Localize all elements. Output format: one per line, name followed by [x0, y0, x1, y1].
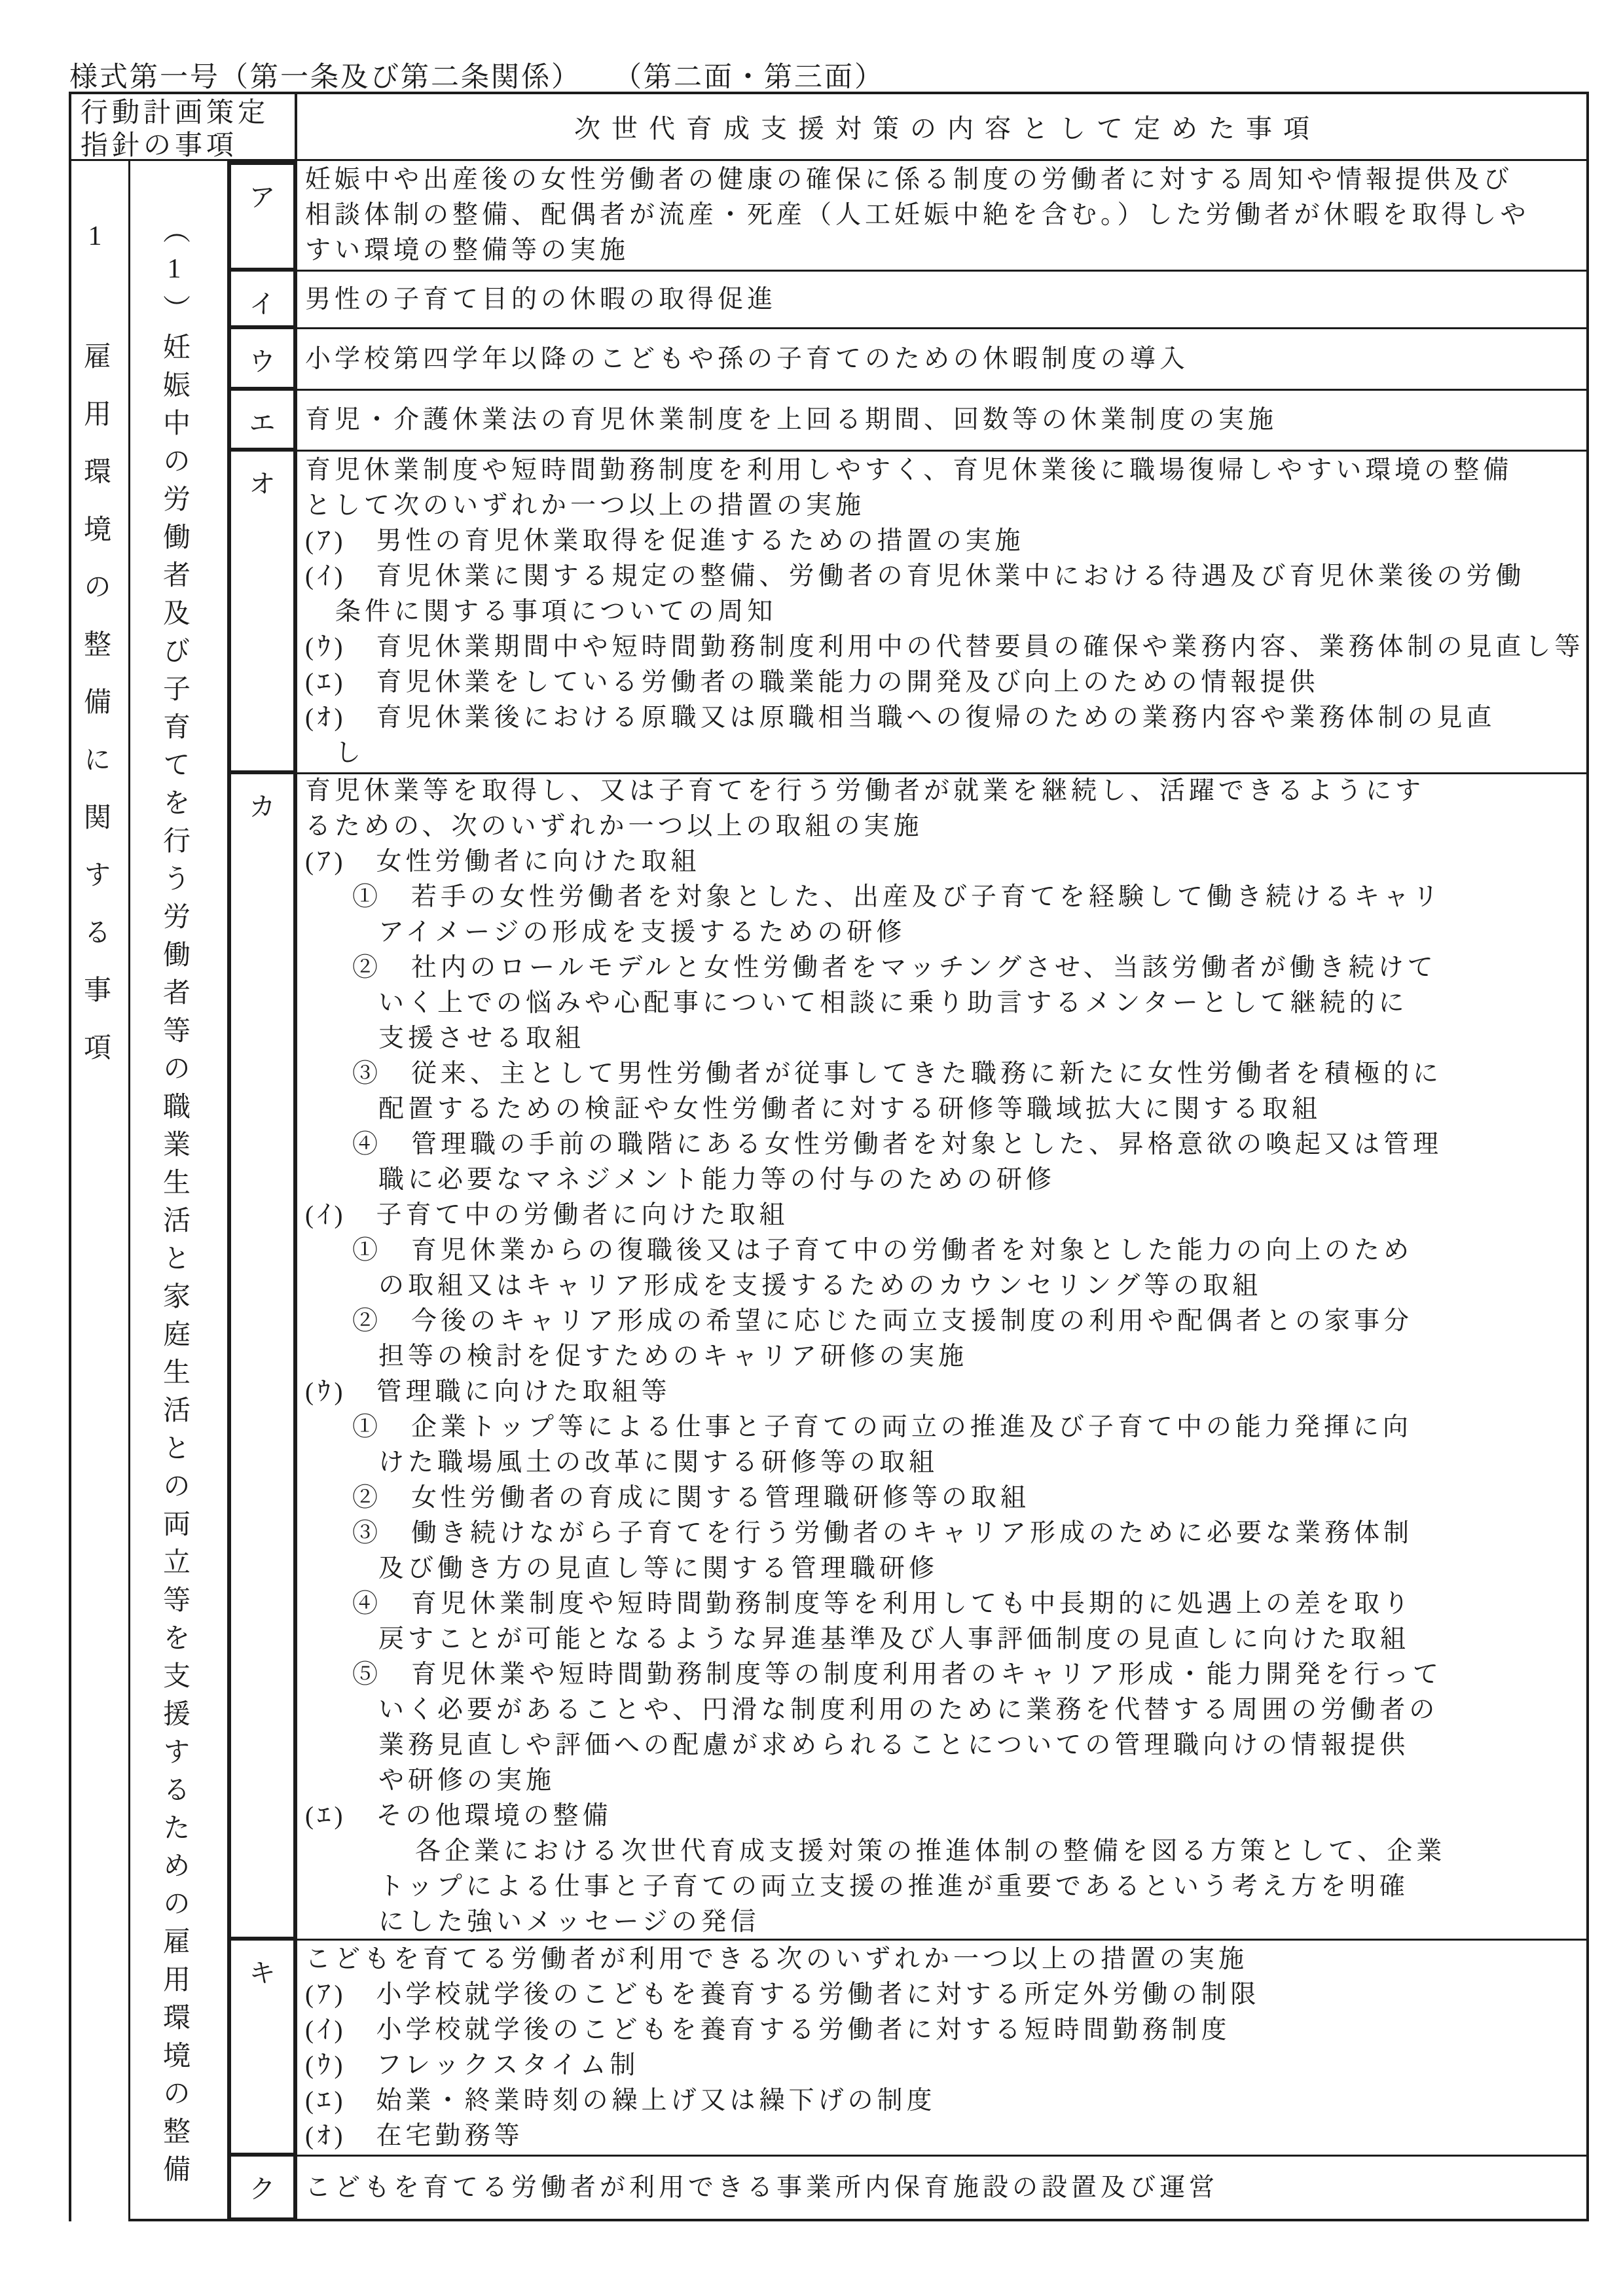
row-label-エ: エ [227, 391, 297, 452]
content-line: ③ 従来、主として男性労働者が従事してきた職務に新たに女性労働者を積極的に [352, 1059, 1443, 1088]
content-line: 及び働き方の見直し等に関する管理職研修 [378, 1554, 939, 1583]
header-guideline-line2: 指針の事項 [81, 131, 238, 161]
content-line: 条件に関する事項についての周知 [335, 598, 777, 626]
content-line: の取組又はキャリア形成を支援するためのカウンセリング等の取組 [378, 1271, 1262, 1300]
content-line: ① 若手の女性労働者を対象とした、出産及び子育てを経験して働き続けるキャリ [352, 882, 1443, 911]
content-line: (ｴ) 始業・終業時刻の繰上げ又は繰下げの制度 [305, 2086, 936, 2115]
content-line: 戻すことが可能となるような昇進基準及び人事評価制度の見直しに向けた取組 [378, 1624, 1410, 1653]
content-line: し [335, 739, 365, 767]
row-content-カ [297, 774, 1589, 1941]
header-guideline-line1: 行動計画策定 [81, 98, 270, 128]
content-line: るための、次のいずれか一つ以上の取組の実施 [305, 812, 923, 840]
content-line: ② 今後のキャリア形成の希望に応じた両立支援制度の利用や配偶者との家事分 [352, 1306, 1413, 1335]
content-line: (ｴ) その他環境の整備 [305, 1801, 612, 1830]
content-line: 支援させる取組 [378, 1024, 585, 1052]
table-header-row [71, 94, 1586, 161]
content-line: ① 育児休業からの復職後又は子育て中の労働者を対象とした能力の向上のため [352, 1236, 1413, 1265]
content-line: 育児休業制度や短時間勤務制度を利用しやすく、育児休業後に職場復帰しやすい環境の整備 [305, 456, 1513, 484]
content-line: 育児休業等を取得し、又は子育てを行う労働者が就業を継続し、活躍できるようにす [305, 776, 1425, 805]
content-line: ② 社内のロールモデルと女性労働者をマッチングさせ、当該労働者が働き続けて [352, 953, 1437, 982]
content-line: や研修の実施 [378, 1766, 556, 1795]
content-line: ① 企業トップ等による仕事と子育ての両立の推進及び子育て中の能力発揮に向 [352, 1412, 1412, 1441]
header-guideline-column [71, 94, 297, 159]
content-line: 担等の検討を促すためのキャリア研修の実施 [378, 1342, 968, 1371]
content-line: (ｳ) 育児休業期間中や短時間勤務制度利用中の代替要員の確保や業務内容、業務体制の見直し等 [305, 633, 1584, 661]
content-line: (ｱ) 男性の育児休業取得を促進するための措置の実施 [305, 527, 1025, 555]
row-content-オ [297, 452, 1589, 774]
content-line: ② 女性労働者の育成に関する管理職研修等の取組 [352, 1483, 1030, 1512]
content-line: 職に必要なマネジメント能力等の付与のための研修 [378, 1165, 1055, 1194]
row-content-ア [297, 161, 1589, 272]
content-line: にした強いメッセージの発信 [378, 1907, 760, 1936]
content-line: 各企業における次世代育成支援対策の推進体制の整備を図る方策として、企業 [415, 1837, 1446, 1865]
row-label-ク: ク [227, 2157, 297, 2221]
content-line: 配置するための検証や女性労働者に対する研修等職域拡大に関する取組 [378, 1094, 1322, 1123]
content-line: (ｳ) フレックスタイム制 [305, 2051, 640, 2079]
content-line: いく必要があることや、円滑な制度利用のために業務を代替する周囲の労働者の [378, 1695, 1439, 1724]
content-line: こどもを育てる労働者が利用できる事業所内保育施設の設置及び運営 [305, 2173, 1219, 2202]
row-content-ク [297, 2157, 1589, 2221]
content-line: ④ 育児休業制度や短時間勤務制度等を利用しても中長期的に処遇上の差を取り [352, 1589, 1413, 1618]
guideline-subitem-cell: （1）妊娠中の労働者及び子育てを行う労働者等の職業生活と家庭生活との両立等を支援するための雇用環境の整備 [130, 161, 227, 2221]
row-content-イ [297, 272, 1589, 329]
content-line: として次のいずれか一つ以上の措置の実施 [305, 492, 866, 520]
content-line: (ｱ) 女性労働者に向けた取組 [305, 847, 701, 876]
content-line: アイメージの形成を支援するための研修 [378, 918, 906, 946]
content-line: (ｲ) 小学校就学後のこどもを養育する労働者に対する短時間勤務制度 [305, 2015, 1231, 2044]
content-line: (ｵ) 育児休業後における原職又は原職相当職への復帰のための業務内容や業務体制の見直 [305, 704, 1496, 732]
content-line: (ｴ) 育児休業をしている労働者の職業能力の開発及び向上のための情報提供 [305, 668, 1319, 696]
content-line: こどもを育てる労働者が利用できる次のいずれか一つ以上の措置の実施 [305, 1945, 1249, 1973]
content-line: (ｳ) 管理職に向けた取組等 [305, 1377, 671, 1406]
content-line: (ｲ) 育児休業に関する規定の整備、労働者の育児休業中における待遇及び育児休業後の労働 [305, 562, 1525, 590]
content-line: (ｱ) 小学校就学後のこどもを養育する労働者に対する所定外労働の制限 [305, 1980, 1260, 2009]
row-label-ア: ア [227, 161, 297, 272]
content-line: (ｲ) 子育て中の労働者に向けた取組 [305, 1200, 789, 1229]
content-line: ⑤ 育児休業や短時間勤務制度等の制度利用者のキャリア形成・能力開発を行って [352, 1660, 1443, 1689]
content-line: 相談体制の整備、配偶者が流産・死産（人工妊娠中絶を含む。）した労働者が休暇を取得しや [305, 201, 1530, 229]
row-label-カ: カ [227, 774, 297, 1941]
row-label-オ: オ [227, 452, 297, 774]
content-line: ④ 管理職の手前の職階にある女性労働者を対象とした、昇格意欲の喚起又は管理 [352, 1130, 1443, 1158]
content-line: トップによる仕事と子育ての両立支援の推進が重要であるという考え方を明確 [378, 1872, 1409, 1901]
header-measures-column: 次世代育成支援対策の内容として定めた事項 [574, 114, 1321, 143]
form-table [69, 92, 1589, 2221]
content-line: ③ 働き続けながら子育てを行う労働者のキャリア形成のために必要な業務体制 [352, 1518, 1413, 1547]
content-line: 男性の子育て目的の休暇の取得促進 [305, 285, 777, 314]
row-content-ウ [297, 329, 1589, 391]
content-line: すい環境の整備等の実施 [305, 236, 630, 264]
content-line: 小学校第四学年以降のこどもや孫の子育てのための休暇制度の導入 [305, 344, 1190, 373]
content-line: 業務見直しや評価への配慮が求められることについての管理職向けの情報提供 [378, 1731, 1410, 1759]
row-label-ウ: ウ [227, 329, 297, 391]
content-line: いく上での悩みや心配事について相談に乗り助言するメンターとして継続的に [378, 988, 1408, 1017]
row-content-エ [297, 391, 1589, 452]
guideline-item-cell: 1 雇用環境の整備に関する事項 [71, 161, 130, 2221]
content-line: 妊娠中や出産後の女性労働者の健康の確保に係る制度の労働者に対する周知や情報提供及び [305, 166, 1514, 194]
content-line: けた職場風土の改革に関する研修等の取組 [378, 1448, 939, 1477]
table-body [71, 161, 1586, 2221]
content-line: 育児・介護休業法の育児休業制度を上回る期間、回数等の休業制度の実施 [305, 406, 1278, 434]
form-title: 様式第一号（第一条及び第二条関係） （第二面・第三面） [69, 62, 884, 93]
row-content-キ [297, 1941, 1589, 2157]
content-line: (ｵ) 在宅勤務等 [305, 2121, 524, 2150]
row-label-イ: イ [227, 272, 297, 329]
row-label-キ: キ [227, 1941, 297, 2157]
